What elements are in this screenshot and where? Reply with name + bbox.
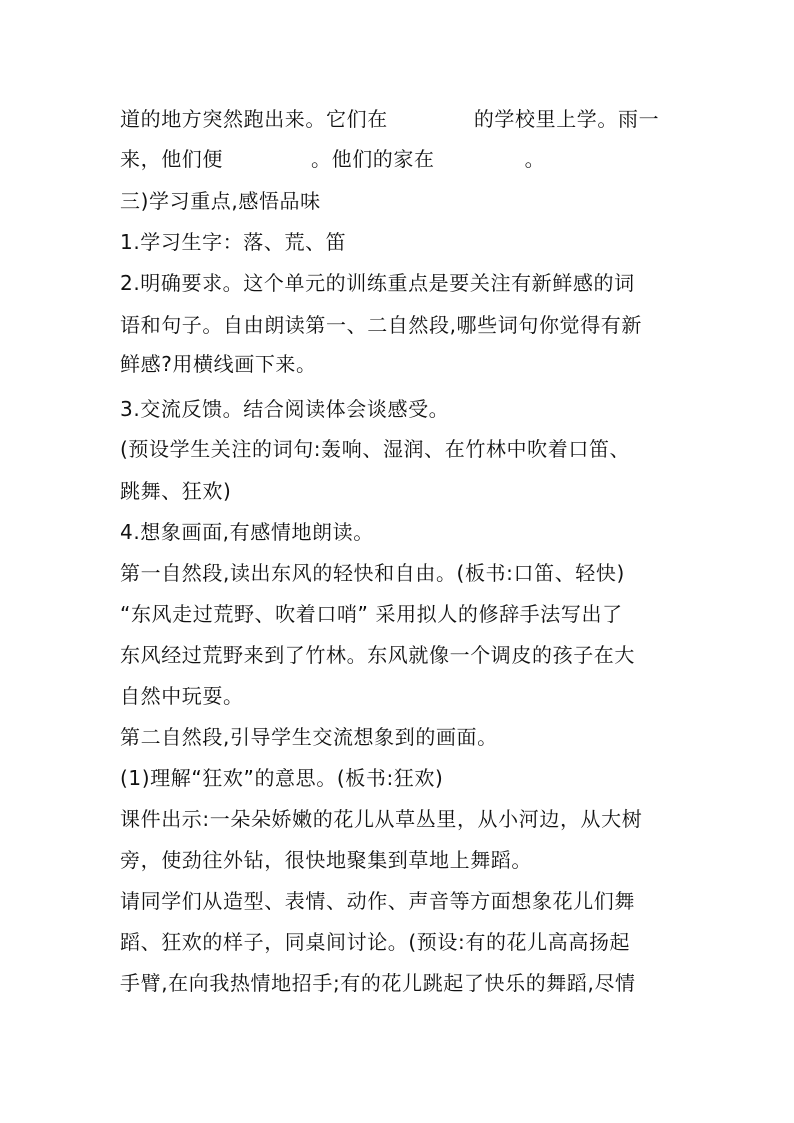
text-line-14: 东风经过荒野来到了竹林。东风就像一个调皮的孩子在大 — [120, 643, 635, 667]
text-line-15: 自然中玩耍。 — [120, 684, 244, 708]
section-heading: 三)学习重点,感悟品味 — [120, 189, 321, 213]
text-line-4: 1.学习生字：落、荒、笛 — [120, 230, 347, 254]
text-line-5: 2.明确要求。这个单元的训练重点是要关注有新鲜感的词 — [120, 271, 635, 295]
text-line-10: 跳舞、狂欢) — [120, 479, 232, 503]
text-line-16: 第二自然段,引导学生交流想象到的画面。 — [120, 725, 498, 749]
text-line-21: 蹈、狂欢的样子，同桌间讨论。(预设:有的花儿高高扬起 — [120, 930, 631, 954]
text-line-2-part-c: 。 — [524, 147, 546, 171]
text-line-17: (1)理解“狂欢”的意思。(板书:狂欢) — [120, 766, 444, 790]
text-line-1-part-b: 的学校里上学。雨一 — [473, 107, 660, 131]
text-line-12: 第一自然段,读出东风的轻快和自由。(板书:口笛、轻快) — [120, 561, 625, 585]
text-line-2-part-b: 。他们的家在 — [311, 147, 435, 171]
text-line-18: 课件出示:一朵朵娇嫩的花儿从草丛里，从小河边，从大树 — [120, 807, 643, 831]
text-line-2 — [120, 146, 680, 172]
text-line-11: 4.想象画面,有感情地朗读。 — [120, 520, 374, 544]
text-line-6: 语和句子。自由朗读第一、二自然段,哪些词句你觉得有新 — [120, 313, 642, 337]
text-line-2-part-a: 来，他们便 — [120, 147, 223, 171]
text-line-9: (预设学生关注的词句:轰响、湿润、在竹林中吹着口笛、 — [120, 437, 631, 461]
text-line-1-part-a: 道的地方突然跑出来。它们在 — [120, 107, 388, 131]
text-line-19: 旁，使劲往外钻，很快地聚集到草地上舞蹈。 — [120, 848, 532, 872]
text-line-20: 请同学们从造型、表情、动作、声音等方面想象花儿们舞 — [120, 889, 635, 913]
text-line-1 — [120, 106, 680, 132]
text-line-22: 手臂,在向我热情地招手;有的花儿跳起了快乐的舞蹈,尽情 — [120, 971, 636, 995]
text-line-8: 3.交流反馈。结合阅读体会谈感受。 — [120, 397, 450, 421]
text-line-13: “东风走过荒野、吹着口哨” 采用拟人的修辞手法写出了 — [120, 602, 623, 626]
text-line-7: 鲜感?用横线画下来。 — [120, 352, 317, 376]
